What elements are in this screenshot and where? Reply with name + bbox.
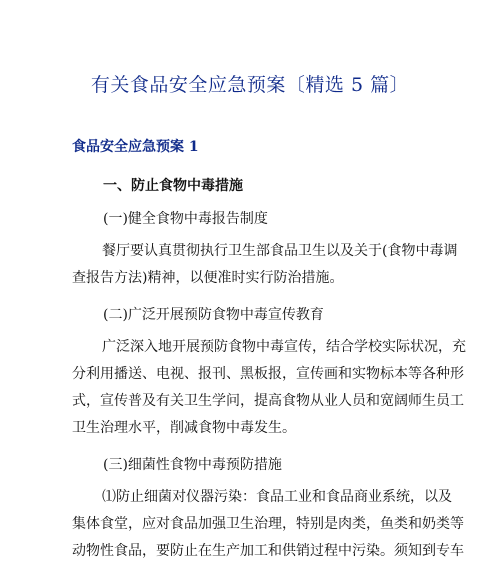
subheading-education: (二)广泛开展预防食物中毒宣传教育 <box>103 307 324 323</box>
subheading-bacterial: (三)细菌性食物中毒预防措施 <box>103 457 282 473</box>
paragraph-line: 式，宣传普及有关卫生学问，提高食物从业人员和宽阔师生员工 <box>72 393 464 409</box>
section-heading: 食品安全应急预案 1 <box>72 139 199 155</box>
paragraph-line: ⑴防止细菌对仪器污染：食品工业和食品商业系统，以及 <box>102 489 452 505</box>
subheading-report-system: (一)健全食物中毒报告制度 <box>103 211 268 227</box>
document-title: 有关食品安全应急预案〔精选 5 篇〕 <box>90 74 410 96</box>
paragraph-report-system <box>72 238 458 292</box>
paragraph-line: 餐厅要认真贯彻执行卫生部食品卫生以及关于(食物中毒调 <box>102 243 458 259</box>
paragraph-line: 广泛深入地开展预防食物中毒宣传，结合学校实际状况，充 <box>102 339 466 355</box>
paragraph-line: 卫生治理水平，削减食物中毒发生。 <box>72 420 296 436</box>
paragraph-line: 分利用播送、电视、报刊、黑板报，宣传画和实物标本等各种形 <box>72 366 464 382</box>
heading-prevention-measures: 一、防止食物中毒措施 <box>103 178 243 194</box>
paragraph-line: 动物性食品，要防止在生产加工和供销过程中污染。须知到专车 <box>72 543 464 559</box>
paragraph-line: 集体食堂，应对食品加强卫生治理，特别是肉类，鱼类和奶类等 <box>72 516 464 532</box>
paragraph-line: 查报告方法)精神，以便准时实行防治措施。 <box>72 270 344 286</box>
paragraph-bacterial <box>72 484 464 565</box>
paragraph-education <box>72 334 466 442</box>
